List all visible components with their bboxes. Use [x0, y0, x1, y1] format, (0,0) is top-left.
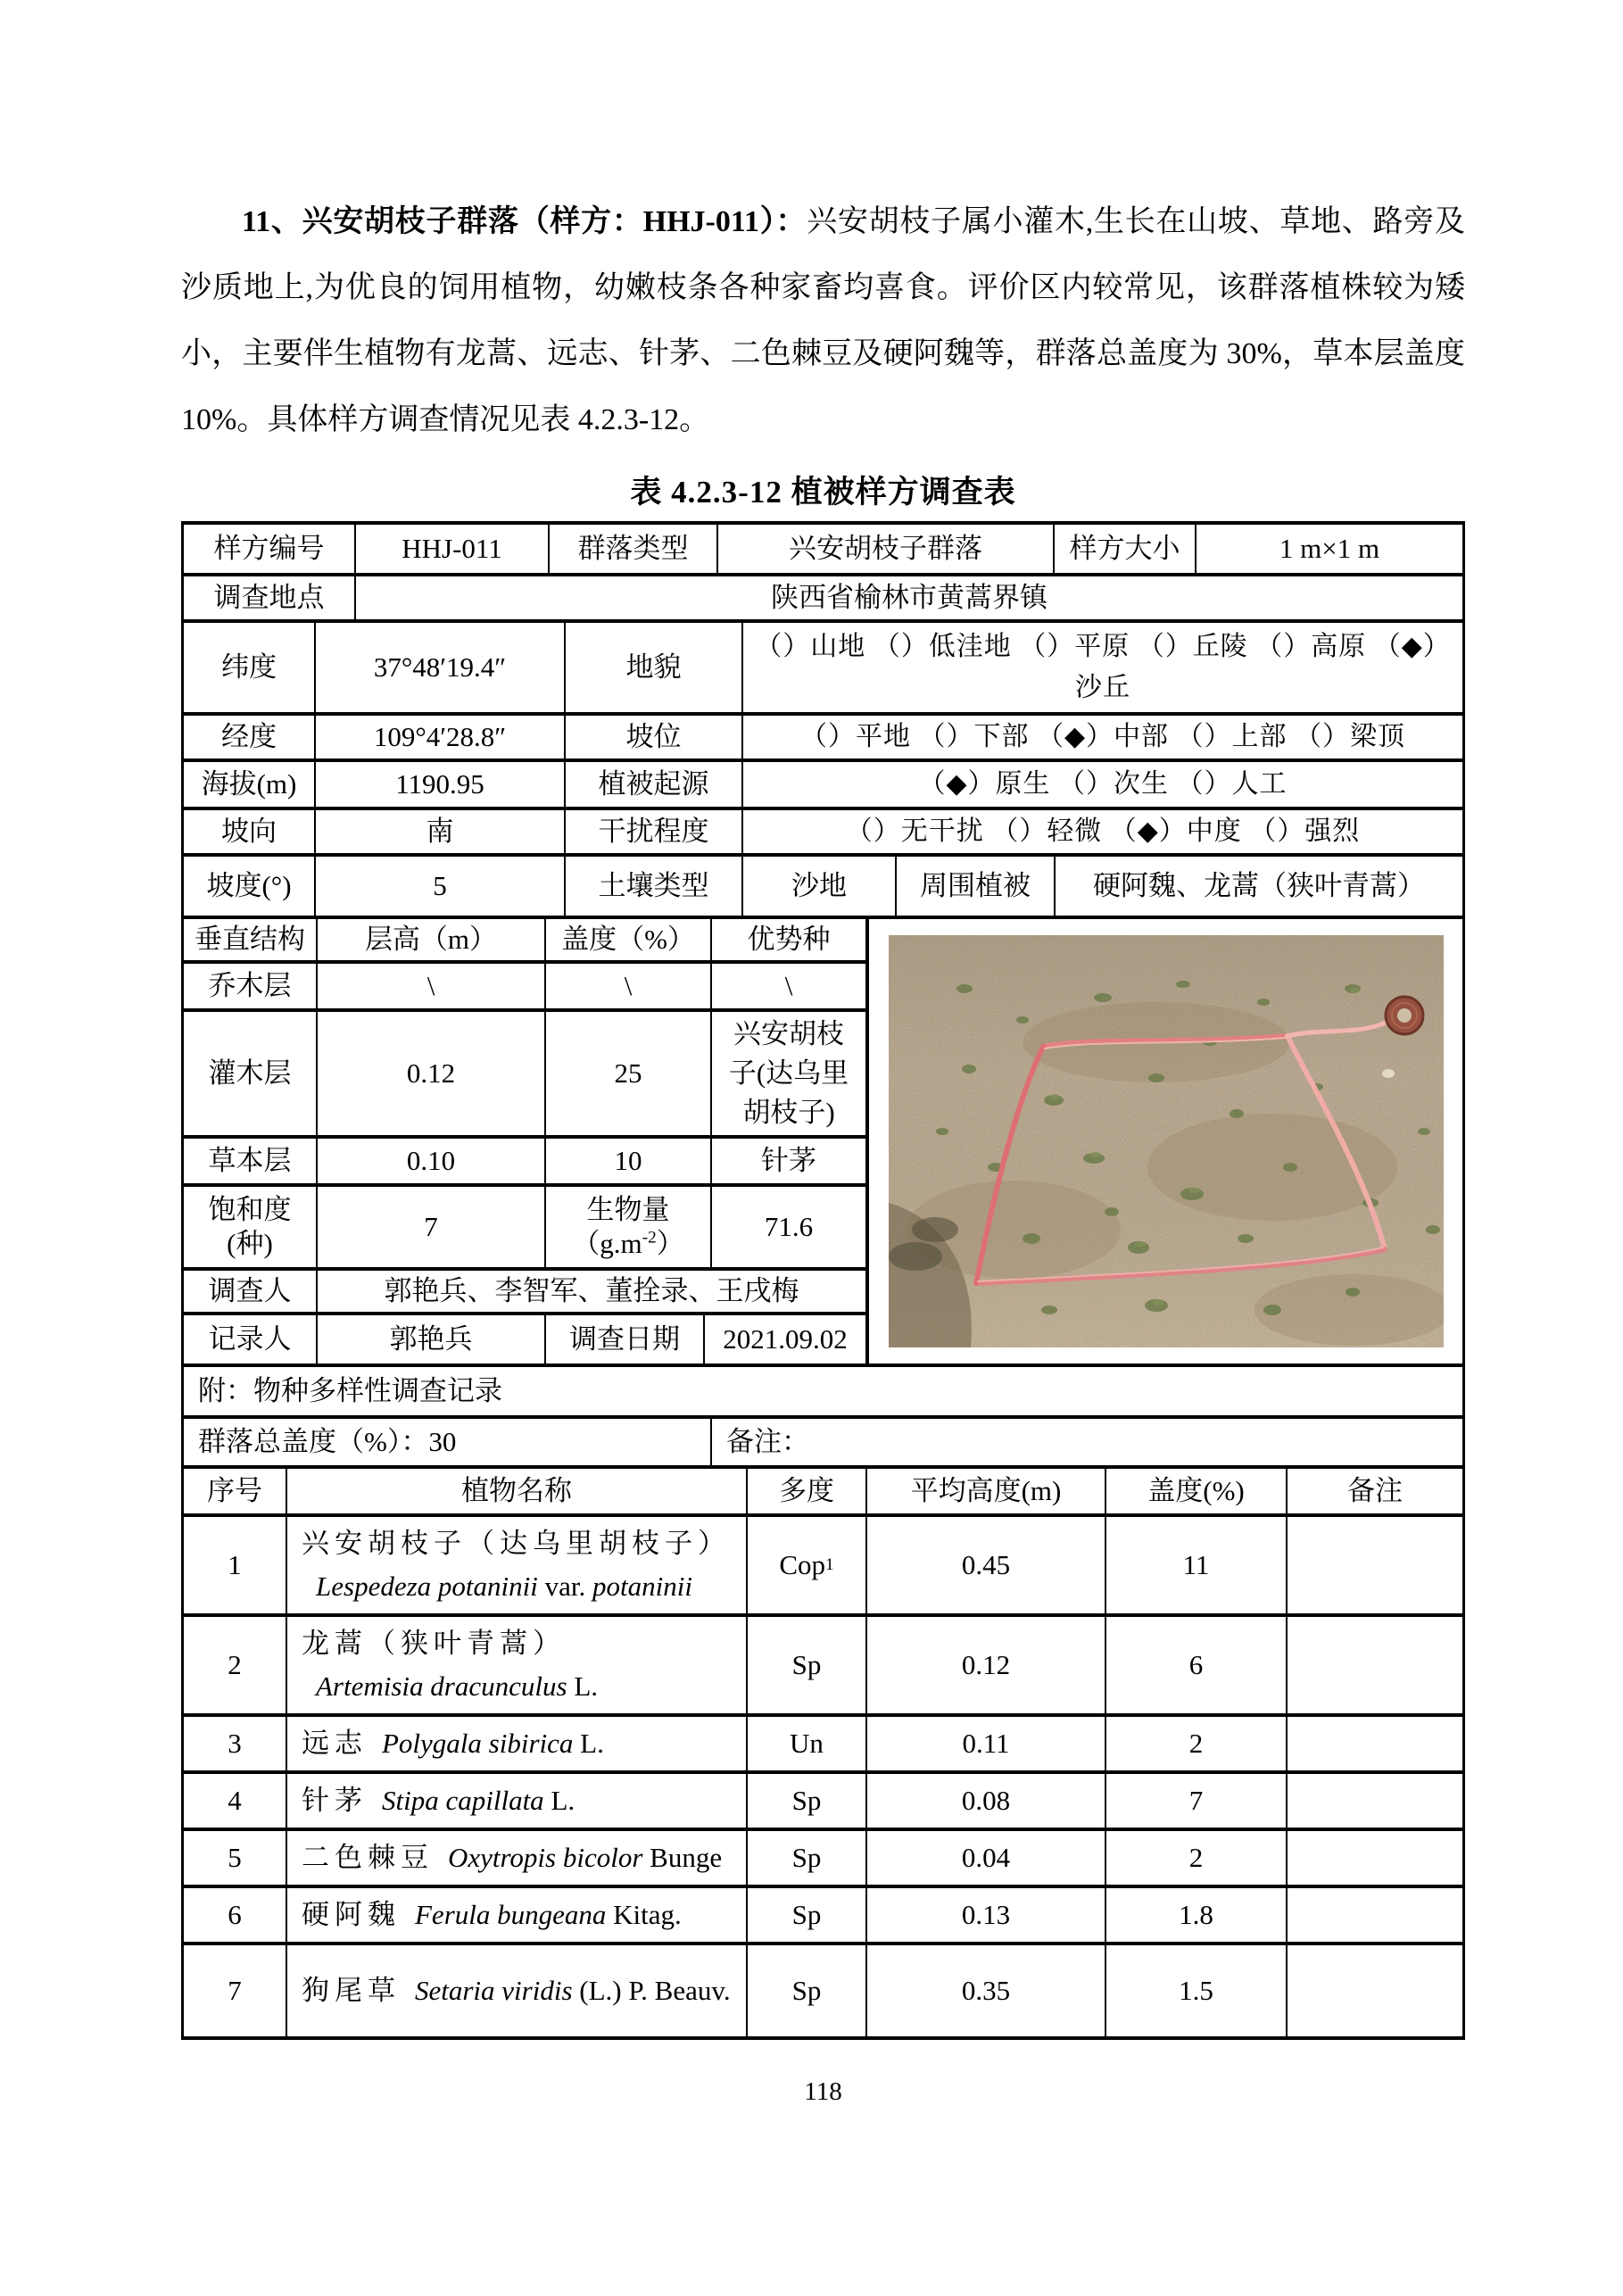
table-row: [184, 576, 1462, 623]
remark-label: 备注：: [726, 1426, 809, 1457]
species-name: [287, 1945, 748, 2036]
saturation-label-line2: (种): [227, 1228, 273, 1259]
species-abundance: Cop 1: [748, 1517, 867, 1613]
slope-label: 坡度(°): [184, 857, 316, 916]
landform-label: 地貌: [566, 623, 743, 712]
slope-position-label: 坡位: [566, 716, 743, 758]
species-name-latin: Artemisia dracunculus L.: [316, 1670, 598, 1702]
species-name: [287, 1831, 748, 1885]
species-row: [184, 1945, 1462, 2036]
total-coverage: [184, 1419, 712, 1465]
species-header-height: 平均高度(m): [867, 1469, 1106, 1513]
herb-layer-label: 草本层: [184, 1139, 318, 1183]
species-avg-height: 0.12: [867, 1617, 1106, 1713]
recorder-value: 郭艳兵: [318, 1315, 546, 1364]
table-row: [184, 1419, 1462, 1469]
altitude-value: 1190.95: [316, 762, 566, 807]
quadrat-photo: [867, 919, 1462, 1364]
shrub-layer-coverage: 25: [546, 1012, 712, 1135]
table-row: [184, 1367, 1462, 1419]
altitude-label: 海拔(m): [184, 762, 316, 807]
species-name-cn: 远志: [302, 1728, 368, 1759]
species-no: 6: [184, 1888, 287, 1942]
vertical-structure-section: [184, 919, 1462, 1367]
species-abundance: Sp: [748, 1888, 867, 1942]
survey-date-value: 2021.09.02: [705, 1315, 867, 1364]
biomass-label-line1: 生物量: [586, 1194, 670, 1225]
species-name-cn: 狗尾草: [302, 1975, 401, 2006]
intro-heading: 11、兴安胡枝子群落（样方：HHJ-011）：: [242, 205, 807, 238]
table-row: [184, 762, 1462, 810]
disturbance-options: （）无干扰 （）轻微 （◆）中度 （）强烈: [845, 816, 1361, 846]
species-abundance: Sp: [748, 1831, 867, 1885]
longitude-value: 109°4′28.8″: [316, 716, 566, 758]
species-name: [287, 1517, 748, 1613]
recorder-label: 记录人: [184, 1315, 318, 1364]
table-row: [184, 1315, 867, 1364]
surveyors-value: 郭艳兵、李智军、董拴录、王戌梅: [318, 1271, 867, 1312]
page-number: 118: [804, 2077, 842, 2106]
soil-label: 土壤类型: [566, 857, 743, 916]
shrub-layer-dominant: 兴安胡枝子(达乌里胡枝子): [712, 1012, 867, 1135]
intro-body: 兴安胡枝子属小灌木,生长在山坡、草地、路旁及沙质地上,为优良的饲用植物，幼嫩枝条各种家畜均喜食。评价区内较常见，该群落植株较为矮小，主要伴生植物有龙蒿、远志、针茅、二色棘豆及硬阿魏等，群落总盖度为 30%，草本层盖度 10%。具体样方调查情况见表 4.2.3-12。: [181, 205, 1465, 436]
vertical-structure-grid: [184, 919, 867, 1364]
survey-table: [181, 521, 1465, 2040]
species-name-latin: Polygala sibirica L.: [382, 1728, 604, 1759]
species-note: [1288, 1774, 1462, 1828]
aspect-value: 南: [316, 810, 566, 853]
table-row: [184, 964, 867, 1012]
sample-no-value: HHJ-011: [356, 525, 550, 573]
community-type-label: 群落类型: [550, 525, 718, 573]
species-note: [1288, 1617, 1462, 1713]
origin-options: （◆）原生 （）次生 （）人工: [918, 769, 1288, 799]
surrounding-value: 硬阿魏、龙蒿（狭叶青蒿）: [1093, 870, 1425, 901]
table-title: 表 4.2.3-12 植被样方调查表: [630, 475, 1016, 510]
species-header-name: 植物名称: [287, 1469, 748, 1513]
species-row: [184, 1774, 1462, 1831]
species-table-body: [184, 1517, 1462, 2036]
slope-value: 5: [316, 857, 566, 916]
species-coverage: 2: [1106, 1717, 1288, 1770]
herb-layer-coverage: 10: [546, 1139, 712, 1183]
saturation-label-line1: 饱和度: [208, 1194, 292, 1225]
species-name-cn: 龙蒿（狭叶青蒿）: [302, 1628, 566, 1659]
species-name: [287, 1717, 748, 1770]
species-note: [1288, 1945, 1462, 2036]
community-type-value: 兴安胡枝子群落: [718, 525, 1055, 573]
species-row: [184, 1517, 1462, 1617]
species-avg-height: 0.11: [867, 1717, 1106, 1770]
origin-label: 植被起源: [566, 762, 743, 807]
species-avg-height: 0.35: [867, 1945, 1106, 2036]
tree-layer-label: 乔木层: [184, 964, 318, 1008]
species-row: [184, 1617, 1462, 1717]
table-row: [184, 1139, 867, 1187]
table-row: [184, 1187, 867, 1271]
species-header-no: 序号: [184, 1469, 287, 1513]
species-abundance: Sp: [748, 1617, 867, 1713]
species-note: [1288, 1888, 1462, 1942]
species-abundance: Un: [748, 1717, 867, 1770]
species-name-cn: 针茅: [302, 1785, 368, 1816]
table-row: [184, 810, 1462, 857]
species-coverage: 1.8: [1106, 1888, 1288, 1942]
aspect-label: 坡向: [184, 810, 316, 853]
dominant-label: 优势种: [712, 919, 867, 960]
table-row: [184, 1012, 867, 1139]
species-avg-height: 0.04: [867, 1831, 1106, 1885]
quadrat-photo-image: [889, 935, 1444, 1347]
slope-position-options: （）平地 （）下部 （◆）中部 （）上部 （）梁顶: [799, 722, 1406, 751]
species-row: [184, 1717, 1462, 1774]
species-note: [1288, 1831, 1462, 1885]
species-coverage: 1.5: [1106, 1945, 1288, 2036]
species-header-note: 备注: [1347, 1475, 1403, 1506]
sample-no-label: 样方编号: [184, 525, 356, 573]
species-coverage: 7: [1106, 1774, 1288, 1828]
species-row: [184, 1831, 1462, 1888]
species-avg-height: 0.13: [867, 1888, 1106, 1942]
species-name-latin: Lespedeza potaninii var. potaninii: [316, 1571, 692, 1602]
biomass-unit: [572, 1227, 683, 1261]
species-name-latin: Ferula bungeana Kitag.: [415, 1899, 682, 1930]
biomass-value: 71.6: [712, 1187, 867, 1267]
table-row: [184, 716, 1462, 762]
species-abundance: Sp: [748, 1945, 867, 2036]
latitude-label: 纬度: [184, 623, 316, 712]
species-no: 1: [184, 1517, 287, 1613]
species-name-cn: 二色棘豆: [302, 1842, 434, 1873]
species-no: 3: [184, 1717, 287, 1770]
species-name: [287, 1888, 748, 1942]
total-coverage-label: 群落总盖度（%）：: [198, 1426, 429, 1457]
species-avg-height: 0.45: [867, 1517, 1106, 1613]
table-row: [184, 1271, 867, 1315]
species-no: 5: [184, 1831, 287, 1885]
saturation-label: [184, 1187, 318, 1267]
species-header-abundance: 多度: [748, 1469, 867, 1513]
species-row: [184, 1888, 1462, 1945]
landform-options: （）山地 （）低洼地 （）平原 （）丘陵 （）高原 （◆）沙丘: [755, 632, 1451, 702]
species-name: [287, 1774, 748, 1828]
survey-date-label: 调查日期: [546, 1315, 705, 1364]
tree-layer-height: \: [318, 964, 546, 1008]
species-no: 2: [184, 1617, 287, 1713]
structure-label: 垂直结构: [184, 919, 318, 960]
disturbance-label: 干扰程度: [566, 810, 743, 853]
location-label: 调查地点: [184, 576, 356, 619]
attachment-note: 附：物种多样性调查记录: [198, 1375, 502, 1406]
tree-layer-dominant: \: [712, 964, 867, 1008]
plot-size-value: 1 m×1 m: [1279, 533, 1380, 564]
species-coverage: 2: [1106, 1831, 1288, 1885]
biomass-unit-open: （g.m: [572, 1228, 642, 1259]
species-name-latin: Stipa capillata L.: [382, 1785, 576, 1816]
herb-layer-dominant: 针茅: [712, 1139, 867, 1183]
species-header-row: [184, 1469, 1462, 1517]
species-name-cn: 兴安胡枝子（达乌里胡枝子）: [302, 1528, 731, 1559]
species-name-cn: 硬阿魏: [302, 1899, 401, 1930]
biomass-label: [546, 1187, 712, 1267]
species-header-coverage: 盖度(%): [1106, 1469, 1288, 1513]
species-abundance: Sp: [748, 1774, 867, 1828]
shrub-layer-height: 0.12: [318, 1012, 546, 1135]
species-no: 4: [184, 1774, 287, 1828]
page-content: [181, 0, 1465, 2107]
species-note: [1288, 1517, 1462, 1613]
species-coverage: 6: [1106, 1617, 1288, 1713]
table-row: [184, 525, 1462, 576]
species-note: [1288, 1717, 1462, 1770]
species-avg-height: 0.08: [867, 1774, 1106, 1828]
table-row: [184, 919, 867, 964]
surrounding-label: 周围植被: [897, 857, 1056, 916]
species-no: 7: [184, 1945, 287, 2036]
table-row: [184, 623, 1462, 716]
total-coverage-value: 30: [428, 1426, 457, 1457]
soil-value: 沙地: [743, 857, 897, 916]
location-value: 陕西省榆林市黄蒿界镇: [771, 582, 1047, 613]
species-name-latin: Setaria viridis (L.) P. Beauv.: [415, 1975, 731, 2006]
saturation-value: 7: [318, 1187, 546, 1267]
biomass-unit-sup: -2: [642, 1228, 657, 1247]
species-name: [287, 1617, 748, 1713]
surveyors-label: 调查人: [184, 1271, 318, 1312]
species-coverage: 11: [1106, 1517, 1288, 1613]
shrub-layer-label: 灌木层: [184, 1012, 318, 1135]
layer-height-label: 层高（m）: [318, 919, 546, 960]
biomass-unit-close: ）: [656, 1228, 684, 1259]
species-name-latin: Oxytropis bicolor Bunge: [448, 1842, 723, 1873]
tree-layer-coverage: \: [546, 964, 712, 1008]
intro-paragraph: [181, 189, 1465, 453]
tape-reel-icon: [1386, 997, 1423, 1034]
table-row: [184, 857, 1462, 919]
longitude-label: 经度: [184, 716, 316, 758]
herb-layer-height: 0.10: [318, 1139, 546, 1183]
latitude-value: 37°48′19.4″: [316, 623, 566, 712]
plot-size-label: 样方大小: [1055, 525, 1197, 573]
layer-coverage-label: 盖度（%）: [546, 919, 712, 960]
